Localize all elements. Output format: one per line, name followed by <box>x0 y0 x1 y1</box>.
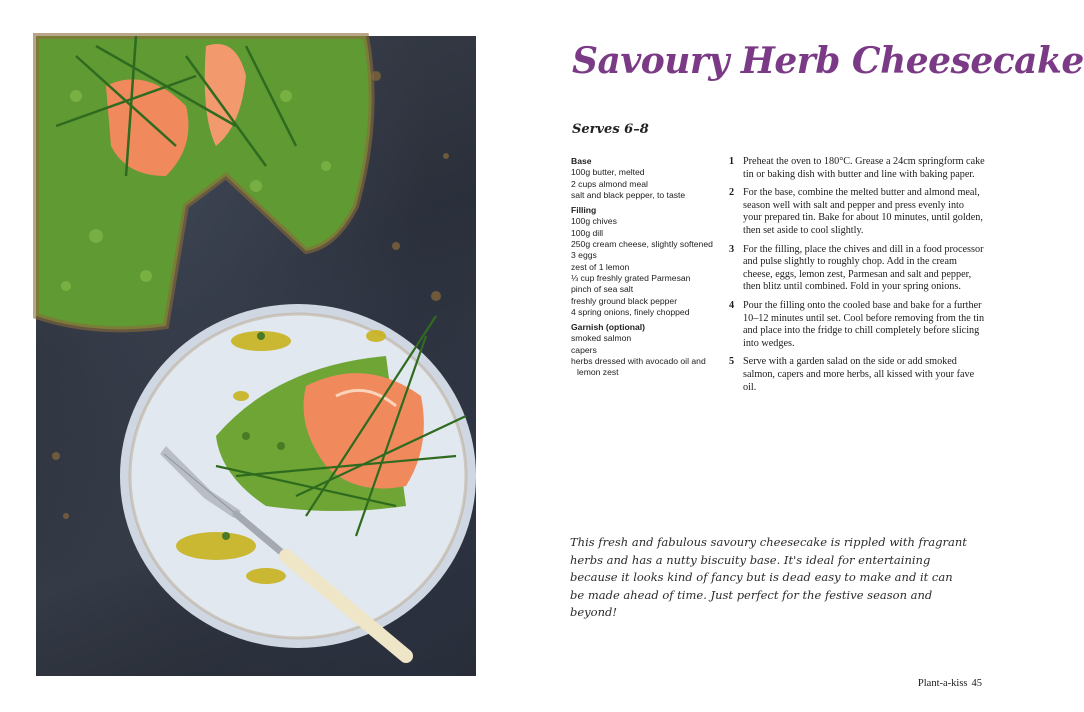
method-step <box>729 156 985 181</box>
step-text: For the base, combine the melted butter and almond meal, season well with salt and pepper and press evenly into your prepared tin. Bake for about 10 minutes, until golden, then set aside to cool slightly. <box>743 187 983 236</box>
ingredient-item: herbs dressed with avocado oil and lemon zest <box>571 356 706 378</box>
step-text: Preheat the oven to 180°C. Grease a 24cm springform cake tin or baking dish with butter and line with baking paper. <box>743 156 985 180</box>
page-number: 45 <box>971 678 982 689</box>
page-footer <box>918 678 982 689</box>
ingredient-group-heading: Filling <box>571 205 597 216</box>
ingredient-group-heading: Base <box>571 156 592 166</box>
ingredient-group <box>571 156 721 201</box>
step-number: 5 <box>729 356 735 368</box>
ingredient-item: 100g dill <box>571 227 604 238</box>
step-text: Pour the filling onto the cooled base and bake for a further 10–12 minutes until set. Cool before removing from the tin and place into the fridge to chill completely before slicing into wedges. <box>743 299 985 349</box>
ingredient-item: 250g cream cheese, slightly softened <box>571 239 713 250</box>
step-number: 4 <box>729 299 735 311</box>
ingredient-item: ⅓ cup freshly grated Parmesan <box>571 272 691 283</box>
ingredient-item: capers <box>571 344 597 355</box>
step-text: For the filling, place the chives and dill in a food processor and pulse slightly to roughly chop. Add in the cream cheese, eggs, lemon zest, Parmesan and salt and pepper, then blitz until combined. Fold in your spring onions. <box>743 243 984 293</box>
ingredient-item: 100g butter, melted <box>571 167 645 178</box>
step-text: Serve with a garden salad on the side or add smoked salmon, capers and more herbs, all kissed with your fave oil. <box>743 356 975 393</box>
ingredient-group-heading: Garnish (optional) <box>571 322 645 333</box>
ingredient-item: freshly ground black pepper <box>571 295 678 306</box>
method-step <box>729 356 985 394</box>
book-title: Plant-a-kiss <box>917 678 968 689</box>
ingredient-item: pinch of sea salt <box>571 284 634 295</box>
ingredients-list <box>571 156 721 383</box>
ingredient-item: zest of 1 lemon <box>571 261 630 272</box>
recipe-photo <box>36 36 476 676</box>
step-number: 2 <box>729 187 735 199</box>
ingredient-item: smoked salmon <box>571 333 632 344</box>
ingredient-group <box>571 205 721 318</box>
ingredient-item: 100g chives <box>571 216 617 227</box>
ingredient-group <box>571 322 721 378</box>
method-step <box>729 300 985 350</box>
ingredient-item: salt and black pepper, to taste <box>571 189 686 200</box>
recipe-intro-blurb: This fresh and fabulous savoury cheesecake is rippled with fragrant herbs and has a nutty biscuity base. It's ideal for entertaining because it looks kind of fancy but is dead easy to make and it can be made ahead of time. Just perfect for the festive season and beyond! <box>570 535 967 620</box>
method-step <box>729 187 985 237</box>
ingredient-item: 3 eggs <box>571 250 597 261</box>
step-number: 1 <box>729 156 735 167</box>
serves-label: Serves 6–8 <box>572 122 649 137</box>
method-steps <box>729 156 985 400</box>
method-step <box>729 244 985 294</box>
step-number: 3 <box>729 243 735 255</box>
ingredient-item: 2 cups almond meal <box>571 178 648 189</box>
ingredient-item: 4 spring onions, finely chopped <box>571 306 690 317</box>
recipe-title: Savoury Herb Cheesecake <box>572 40 1084 82</box>
cheesecake-illustration <box>36 36 476 676</box>
